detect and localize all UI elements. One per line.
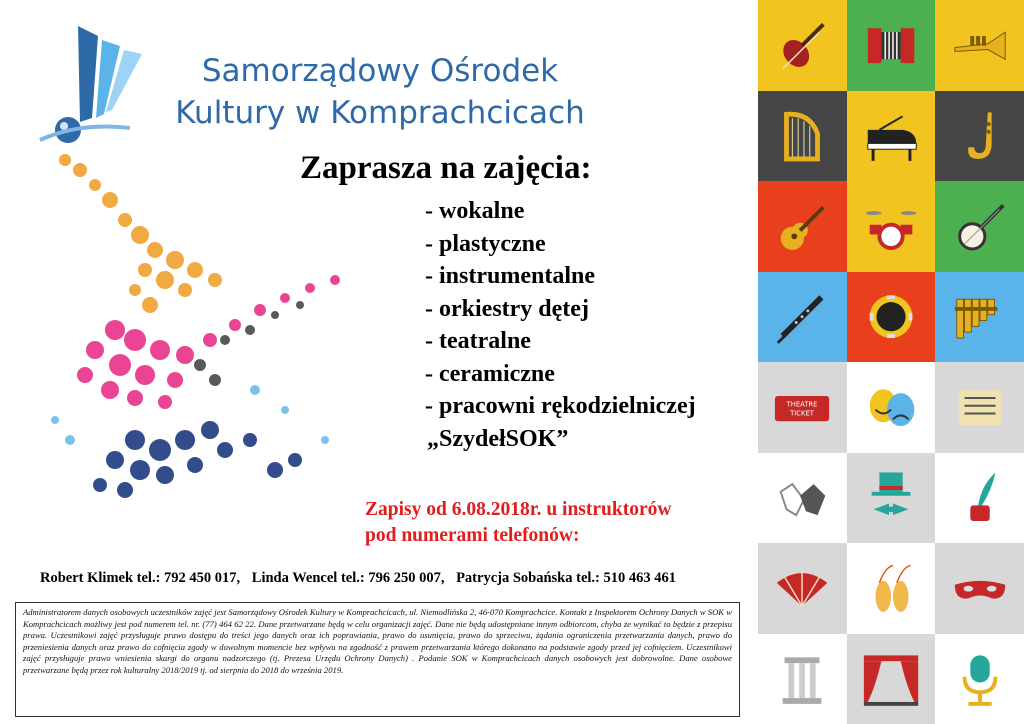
classes-list xyxy=(425,195,696,455)
accordion-icon xyxy=(860,14,922,77)
tile-clarinet xyxy=(758,272,847,363)
contact-item: Patrycja Sobańska tel.: 510 463 461 xyxy=(456,570,676,586)
tile-saxophone xyxy=(935,91,1024,182)
grand-piano-icon xyxy=(860,104,922,167)
class-item-name: „SzydełSOK” xyxy=(427,425,569,452)
tile-violin xyxy=(758,0,847,91)
hand-fan-icon xyxy=(771,557,833,620)
class-item: - plastyczne xyxy=(425,230,546,257)
banjo-icon xyxy=(949,195,1011,258)
signup-line1: Zapisy od 6.08.2018r. u instruktorów xyxy=(365,499,672,520)
theatre-ticket-icon xyxy=(771,376,833,439)
tile-ticket xyxy=(758,362,847,453)
contact-item: Linda Wencel tel.: 796 250 007, xyxy=(251,570,445,586)
tile-curtain xyxy=(847,634,936,724)
clarinet-icon xyxy=(771,285,833,348)
trumpet-icon xyxy=(949,14,1011,77)
signup-notice xyxy=(365,497,671,549)
stage-curtain-icon xyxy=(860,647,922,710)
contacts-line xyxy=(40,570,684,587)
contact-item: Robert Klimek tel.: 792 450 017, xyxy=(40,570,241,586)
column-icon xyxy=(771,647,833,710)
carnival-mask-icon xyxy=(949,557,1011,620)
arts-icon-grid xyxy=(758,0,1024,724)
tile-guitar xyxy=(758,181,847,272)
tile-tambourine xyxy=(847,272,936,363)
tambourine-icon xyxy=(860,285,922,348)
quill-ink-icon xyxy=(949,466,1011,529)
guitar-icon xyxy=(771,195,833,258)
tile-gloves xyxy=(758,453,847,544)
microphone-icon xyxy=(949,647,1011,710)
class-item: - pracowni rękodzielniczej xyxy=(425,393,696,419)
tile-column xyxy=(758,634,847,724)
svg-text:THEATRE: THEATRE xyxy=(786,400,818,409)
drum-kit-icon xyxy=(860,195,922,258)
tile-ballet-shoes xyxy=(847,543,936,634)
organization-logo xyxy=(20,18,170,158)
tile-masks xyxy=(847,362,936,453)
ballet-shoes-icon xyxy=(860,557,922,620)
harp-icon xyxy=(771,104,833,167)
tile-trumpet xyxy=(935,0,1024,91)
pan-flute-icon xyxy=(949,285,1011,348)
class-item: - wokalne xyxy=(425,198,525,224)
tile-drums xyxy=(847,181,936,272)
top-hat-bowtie-icon xyxy=(860,466,922,529)
guitarist-dots-illustration xyxy=(25,140,385,550)
tile-banjo xyxy=(935,181,1024,272)
organization-name-line2: Kultury w Komprachcicach xyxy=(175,95,585,131)
tile-piano xyxy=(847,91,936,182)
theatre-masks-icon xyxy=(860,376,922,439)
tile-top-hat xyxy=(847,453,936,544)
script-scroll-icon xyxy=(949,376,1011,439)
class-item: - ceramiczne xyxy=(425,360,555,387)
tile-quill xyxy=(935,453,1024,544)
tile-microphone xyxy=(935,634,1024,724)
tile-scroll xyxy=(935,362,1024,453)
tile-carnival-mask xyxy=(935,543,1024,634)
invite-heading: Zaprasza na zajęcia: xyxy=(300,150,592,186)
violin-icon xyxy=(771,14,833,77)
privacy-notice: Administratorem danych osobowych uczestników zajęć jest Samorządowy Ośrodek Kultury w Komprachcicach, ul. Niemodlińska 2, 46-070 Komprachcice. Kontakt z Inspektorem Ochrony Danych w SOK w Komprachcicach możliwy jest pod numerem tel. nr. (77) 464 62 22. Dane przetwarzane będą w celu organizacji zajęć. Dane nie będą udostępniane innym odbiorcom, chyba że wynikać to będzie z przepisu prawa. Uczestnikowi zajęć przysługuje prawo dostępu do treści jego danych oraz ich poprawiania, prawo do usunięcia, prawo do sprzeciwu, żądania ograniczenia przetwarzania danych, prawo do przeniesienia danych oraz prawo do cofnięcia zgody w dowolnym momencie bez wpływu na zgodność z prawem przetwarzania którego dokonano na podstawie zgody przed jej cofnięciem. Uczestnikowi zajęć przysługuje prawo wniesienia skargi do organu nadzorczego (tj. Prezesa Urzędu Ochrony Danych) . Podanie SOK w Komprachcicach danych osobowych jest dobrowolne. Dane osobowe przetwarzane będą przez rok kulturalny 2018/2019 tj. od sierpnia do 2018 do września 2019. xyxy=(15,602,740,717)
tile-harp xyxy=(758,91,847,182)
svg-text:TICKET: TICKET xyxy=(790,409,815,418)
organization-name xyxy=(160,50,600,134)
tile-fan xyxy=(758,543,847,634)
signup-line2: pod numerami telefonów: xyxy=(365,525,580,546)
saxophone-icon xyxy=(949,104,1011,167)
tile-accordion xyxy=(847,0,936,91)
tile-pan-flute xyxy=(935,272,1024,363)
gloves-icon xyxy=(771,466,833,529)
class-item: - teatralne xyxy=(425,328,531,354)
class-item: - instrumentalne xyxy=(425,263,595,289)
organization-name-line1: Samorządowy Ośrodek xyxy=(201,53,559,89)
class-item: - orkiestry dętej xyxy=(425,295,589,322)
